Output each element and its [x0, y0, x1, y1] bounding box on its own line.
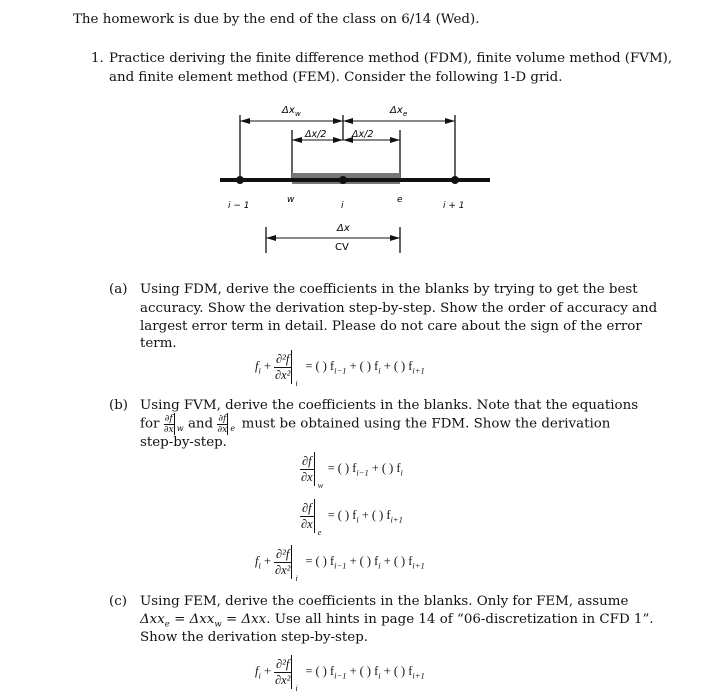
equation-b-east: $\frac{\partial f}{\partial x}$ e = ( ) $f_i$ + ( ) $f_{i+1}$	[300, 500, 403, 537]
part-a-line2: accuracy. Show the derivation step-by-step. Show the order of accuracy and	[140, 301, 658, 316]
dx-e-label: Δx	[390, 105, 403, 116]
half2-label: Δx/2	[352, 129, 374, 140]
equation-c: $f_i$ + $\frac{\text{∂²f}}{\text{∂x²}}$ i = ( ) $f_{i-1}$ + ( ) $f_i$ + ( ) $f_{i+1}$	[255, 656, 425, 693]
homework-due-note: The homework is due by the end of the class on 6/14 (Wed).	[73, 12, 480, 27]
face-w-label: w	[287, 195, 295, 205]
dx-w-arrow-right	[333, 118, 343, 124]
node-left	[236, 176, 244, 184]
problem-text-line2: and finite element method (FEM). Consider the following 1-D grid.	[109, 70, 563, 85]
part-a-line3: largest error term in detail. Please do not care about the sign of the error	[140, 319, 642, 334]
part-b-line1: Using FVM, derive the coefficients in the blanks. Note that the equations	[140, 398, 639, 413]
dx-e-arrow-left	[343, 118, 353, 124]
problem-number: 1.	[91, 51, 104, 66]
part-b-line2: for $\frac{\partial f}{\partial x}$ w and $\frac{\partial f}{\partial x}$ e must be obtained using the FDM. Show the derivation	[140, 413, 611, 435]
node-center	[339, 176, 347, 184]
node-center-label: i	[341, 201, 344, 211]
grid-diagram	[220, 100, 490, 260]
part-a-line1: Using FDM, derive the coefficients in the blanks by trying to get the best	[140, 282, 638, 297]
equation-b-west: $\frac{\partial f}{\partial x}$ w = ( ) $f_{i-1}$ + ( ) $f_i$	[300, 453, 403, 490]
dx-w-arrow-left	[240, 118, 250, 124]
equation-b-second-derivative: $f_i$ + $\frac{\text{∂²f}}{\text{∂x²}}$ i = ( ) $f_{i-1}$ + ( ) $f_i$ + ( ) $f_{i+1}$	[255, 546, 425, 583]
part-a-label: (a)	[109, 282, 128, 297]
node-left-label: i − 1	[228, 201, 250, 211]
part-c-line2: Δxx$_e$ = Δxx$_w$ = Δxx. Use all hints in page 14 of “06-discretization in CFD 1”.	[140, 612, 654, 630]
cv-arrow-left	[266, 235, 276, 241]
part-a-line4: term.	[140, 336, 177, 351]
part-c-line1: Using FEM, derive the coefficients in the blanks. Only for FEM, assume	[140, 594, 629, 609]
part-c-label: (c)	[109, 594, 127, 609]
face-e-label: e	[397, 195, 403, 205]
dx-e-arrow-right	[445, 118, 455, 124]
dx-w-label: Δx	[282, 105, 295, 116]
node-right	[451, 176, 459, 184]
cv-dx-label: Δx	[337, 223, 350, 234]
half1-arrow-left	[292, 137, 302, 143]
half1-arrow-right	[333, 137, 343, 143]
half1-label: Δx/2	[305, 129, 327, 140]
node-right-label: i + 1	[443, 201, 465, 211]
part-b-label: (b)	[109, 398, 129, 413]
dx-w-sub: w	[295, 110, 301, 118]
part-b-line3: step-by-step.	[140, 435, 227, 450]
half2-arrow-right	[390, 137, 400, 143]
equation-a: $f_i$ + $\frac{\text{∂²f}}{\text{∂x²}}$ i = ( ) $f_{i-1}$ + ( ) $f_i$ + ( ) $f_{i+1}$	[255, 351, 425, 388]
problem-text-line1: Practice deriving the finite difference method (FDM), finite volume method (FVM),	[109, 51, 673, 66]
cv-arrow-right	[390, 235, 400, 241]
dx-e-sub: e	[403, 110, 408, 118]
part-c-line3: Show the derivation step-by-step.	[140, 630, 369, 645]
cv-label: CV	[335, 242, 349, 253]
